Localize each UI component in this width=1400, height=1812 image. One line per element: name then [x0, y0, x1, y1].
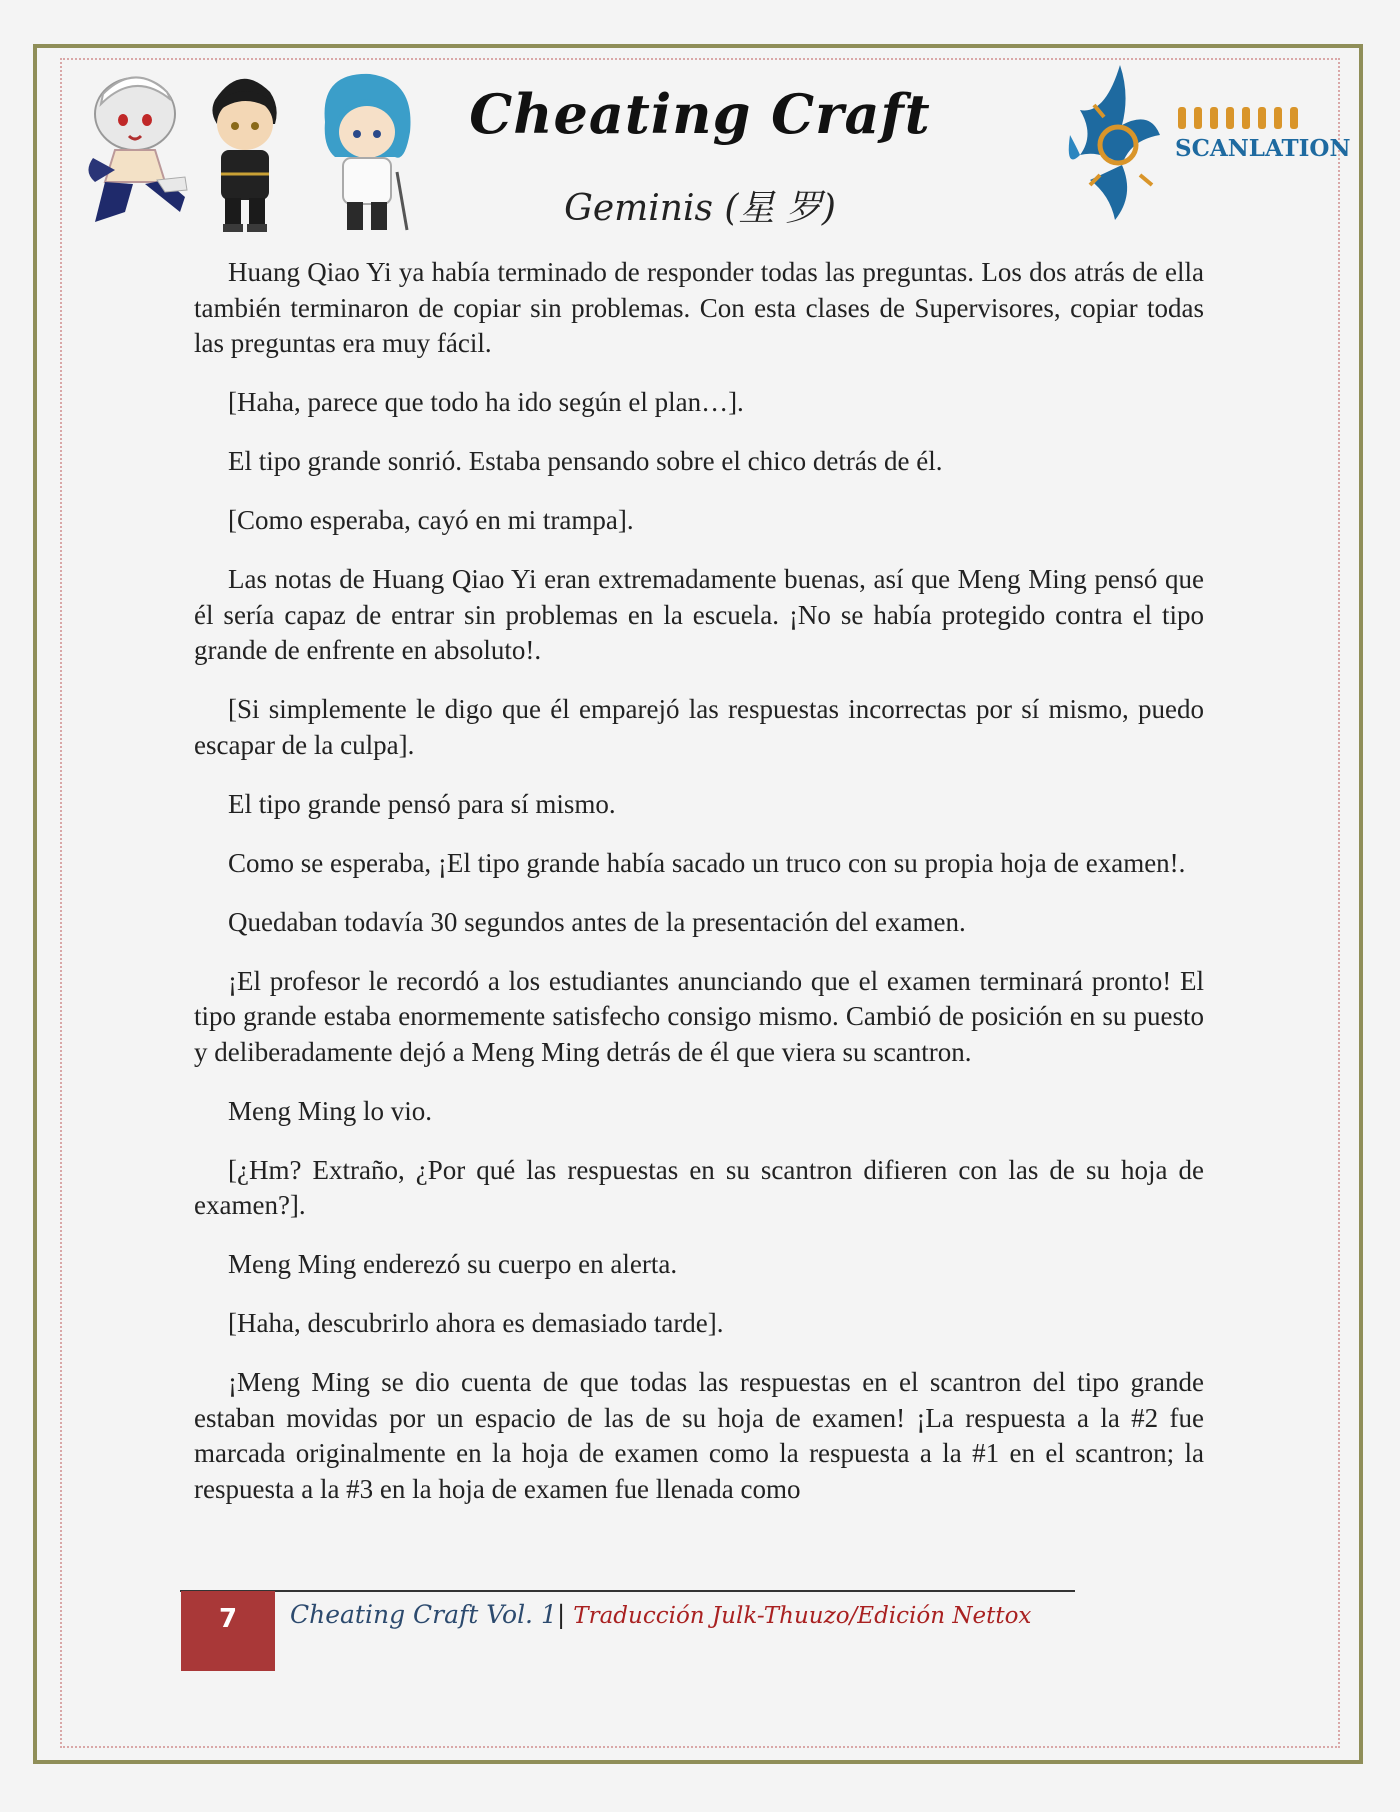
footer-divider: [180, 1590, 1075, 1592]
paragraph: Huang Qiao Yi ya había terminado de responder todas las preguntas. Los dos atrás de ella también terminaron de copiar sin problemas. Con esta clases de Supervisores, copiar todas las preguntas era muy fácil.: [194, 257, 1204, 358]
paragraph: [¿Hm? Extraño, ¿Por qué las respuestas en su scantron difieren con las de su hoja de examen?].: [194, 1154, 1204, 1220]
paragraph: ¡Meng Ming se dio cuenta de que todas las respuestas en el scantron del tipo grande estaban movidas por un espacio de las de su hoja de examen! ¡La respuesta a la #2 fue marcada originalmente en la hoja de examen como la respuesta a la #1 en el scantron; la respuesta a la #3 en la hoja de examen fue llenada como: [194, 1367, 1204, 1504]
chibi-character-white-icon: [88, 77, 187, 222]
author-subtitle: Geminis (星 罗): [564, 188, 836, 229]
body-text: [194, 255, 1204, 1577]
page-number: 7: [181, 1591, 275, 1671]
footer-separator: |: [556, 1600, 566, 1629]
paragraph: [Como esperaba, cayó en mi trampa].: [228, 505, 634, 535]
paragraph: El tipo grande sonrió. Estaba pensando sobre el chico detrás de él.: [228, 446, 943, 476]
paragraph: Como se esperaba, ¡El tipo grande había sacado un truco con su propia hoja de examen!.: [228, 847, 1186, 878]
chibi-characters-illustration: [85, 62, 425, 237]
paragraph: ¡El profesor le recordó a los estudiantes anunciando que el examen terminará pronto! El tipo grande estaba enormemente satisfecho consigo mismo. Cambió de posición en su puesto y deliberadamente dejó a Meng Ming detrás de él que viera su scantron.: [194, 965, 1204, 1067]
paragraph: Quedaban todavía 30 segundos antes de la presentación del examen.: [228, 906, 966, 937]
footer-credits: Traducción Julk-Thuuzo/Edición Nettox: [573, 1603, 1032, 1629]
chibi-character-blue-icon: [325, 74, 411, 230]
paragraph: [Si simplemente le digo que él emparejó las respuestas incorrectas por sí mismo, puedo escapar de la culpa].: [194, 694, 1204, 760]
footer: [290, 1600, 1031, 1629]
paragraph: Las notas de Huang Qiao Yi eran extremadamente buenas, así que Meng Ming pensó que él sería capaz de entrar sin problemas en la escuela. ¡No se había protegido contra el tipo grande de enfrente en absoluto!.: [194, 564, 1204, 665]
footer-book-title: Cheating Craft Vol. 1: [290, 1600, 557, 1629]
paragraph: [Haha, parece que todo ha ido según el plan…].: [228, 387, 744, 417]
paragraph: Meng Ming lo vio.: [228, 1095, 433, 1126]
paragraph: El tipo grande pensó para sí mismo.: [228, 788, 616, 819]
paragraph: [Haha, descubrirlo ahora es demasiado tarde].: [228, 1308, 724, 1338]
chibi-character-black-icon: [212, 79, 276, 232]
paragraph: Meng Ming enderezó su cuerpo en alerta.: [228, 1249, 678, 1279]
page-title: Cheating Craft: [469, 82, 931, 146]
logo-text: SCANLATION: [1175, 135, 1351, 162]
